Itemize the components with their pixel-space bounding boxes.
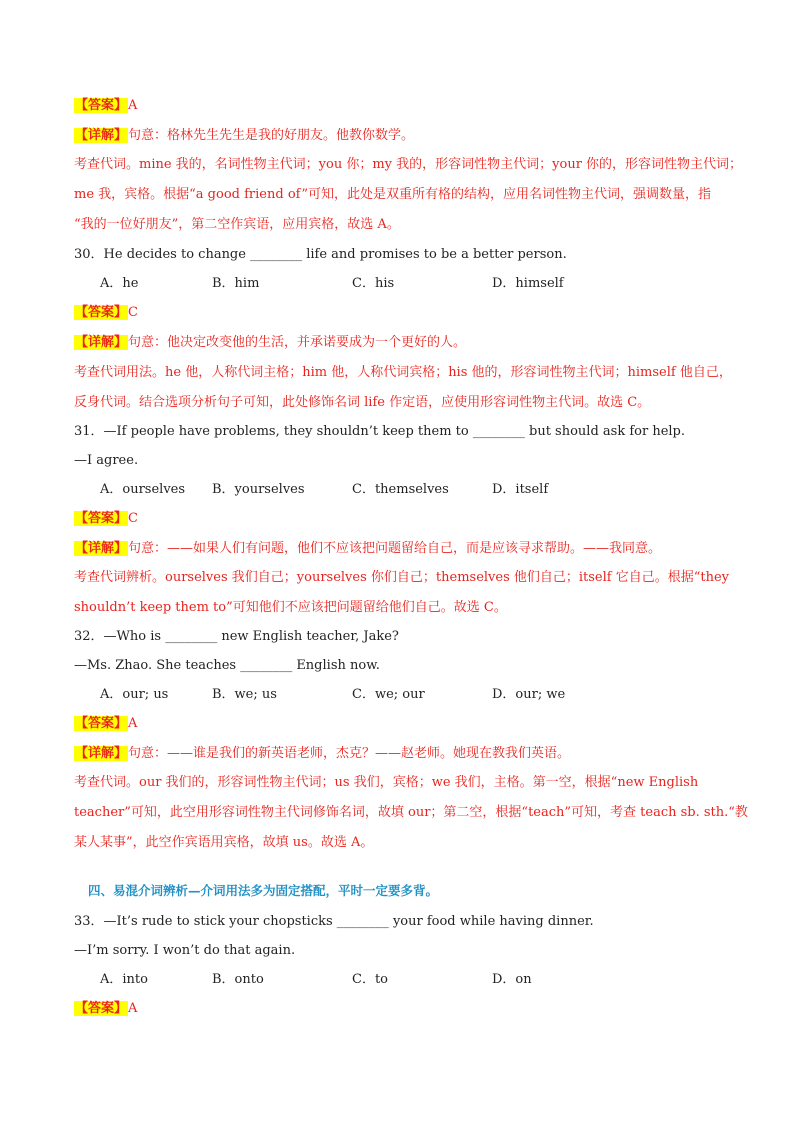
detail-text: 句意：——谁是我们的新英语老师，杰克？——赵老师。她现在教我们英语。: [128, 746, 571, 761]
option-a: A．our; us: [100, 687, 169, 702]
option-d: D．on: [492, 972, 532, 987]
section-heading: 四、易混介词辨析—介词用法多为固定搭配，平时一定要多背。: [88, 883, 439, 898]
explanation-line: shouldn’t keep them to”可知他们不应该把问题留给他们自己。故选 C。: [74, 600, 507, 615]
option-b: B．onto: [212, 972, 264, 987]
question-stem-reply: —I agree.: [74, 453, 139, 468]
option-d: D．our; we: [492, 687, 566, 702]
answer-value: A: [128, 1001, 138, 1016]
question-stem-reply: —Ms. Zhao. She teaches ________ English now.: [74, 658, 380, 673]
detail-tag: 【详解】: [75, 746, 128, 761]
answer-value: A: [128, 716, 138, 731]
answer-value: C: [128, 511, 138, 526]
answer-line: [74, 510, 138, 528]
detail-tag: 【详解】: [75, 335, 128, 350]
explanation-line: 某人某事”，此空作宾语用宾格，故填 us。故选 A。: [74, 835, 374, 850]
explanation-line: me 我，宾格。根据“a good friend of”可知，此处是双重所有格的结构，应用名词性物主代词，强调数量，指: [74, 187, 712, 202]
option-d: D．himself: [492, 276, 564, 291]
answer-line: [74, 715, 137, 733]
options-row: [0, 275, 800, 293]
answer-tag: 【答案】: [75, 511, 128, 526]
question-stem-reply: —I’m sorry. I won’t do that again.: [74, 943, 296, 958]
option-a: A．he: [100, 276, 139, 291]
answer-tag: 【答案】: [75, 305, 128, 320]
answer-line: [74, 1000, 137, 1018]
explanation-line: 考查代词用法。he 他，人称代词主格；him 他，人称代词宾格；his 他的，形容词性物主代词；himself 他自己，: [74, 365, 732, 380]
option-d: D．itself: [492, 482, 549, 497]
detail-text: 句意：他决定改变他的生活，并承诺要成为一个更好的人。: [128, 335, 467, 350]
question-stem: 32．—Who is ________ new English teacher, Jake?: [74, 629, 399, 644]
detail-line: [74, 745, 570, 763]
detail-text: 句意：——如果人们有问题，他们不应该把问题留给自己，而是应该寻求帮助。——我同意。: [128, 541, 662, 556]
explanation-line: 反身代词。结合选项分析句子可知，此处修饰名词 life 作定语，应使用形容词性物主代词。故选 C。: [74, 395, 651, 410]
detail-tag: 【详解】: [75, 541, 128, 556]
explanation-line: 考查代词。our 我们的，形容词性物主代词；us 我们，宾格；we 我们，主格。第一空，根据“new English: [74, 775, 699, 790]
option-c: C．we; our: [352, 687, 425, 702]
option-a: A．ourselves: [100, 482, 186, 497]
option-a: A．into: [100, 972, 148, 987]
answer-value: A: [128, 98, 138, 113]
option-b: B．him: [212, 276, 260, 291]
option-c: C．themselves: [352, 482, 449, 497]
detail-line: [74, 540, 661, 558]
options-row: [0, 971, 800, 989]
answer-tag: 【答案】: [75, 716, 128, 731]
explanation-line: 考查代词辨析。ourselves 我们自己；yourselves 你们自己；themselves 他们自己；itself 它自己。根据“they: [74, 570, 730, 585]
answer-line: [74, 97, 137, 115]
answer-tag: 【答案】: [75, 1001, 128, 1016]
question-stem: 30．He decides to change ________ life and promises to be a better person.: [74, 247, 567, 262]
answer-tag: 【答案】: [75, 98, 128, 113]
option-c: C．his: [352, 276, 395, 291]
question-stem: 33．—It’s rude to stick your chopsticks ________ your food while having dinner.: [74, 914, 594, 929]
option-c: C．to: [352, 972, 388, 987]
option-b: B．yourselves: [212, 482, 305, 497]
detail-tag: 【详解】: [75, 128, 128, 143]
explanation-line: 考查代词。mine 我的，名词性物主代词；you 你；my 我的，形容词性物主代词；your 你的，形容词性物主代词；: [74, 157, 743, 172]
explanation-line: “我的一位好朋友”，第二空作宾语，应用宾格，故选 A。: [74, 217, 400, 232]
explanation-line: teacher”可知，此空用形容词性物主代词修饰名词，故填 our；第二空，根据“teach”可知，考查 teach sb. sth.“教: [74, 805, 748, 820]
options-row: [0, 686, 800, 704]
question-stem: 31．—If people have problems, they shouldn’t keep them to ________ but should ask for help.: [74, 424, 685, 439]
answer-line: [74, 304, 138, 322]
detail-line: [74, 127, 414, 145]
detail-text: 句意：格林先生先生是我的好朋友。他教你数学。: [128, 128, 415, 143]
detail-line: [74, 334, 466, 352]
option-b: B．we; us: [212, 687, 277, 702]
answer-value: C: [128, 305, 138, 320]
options-row: [0, 481, 800, 499]
